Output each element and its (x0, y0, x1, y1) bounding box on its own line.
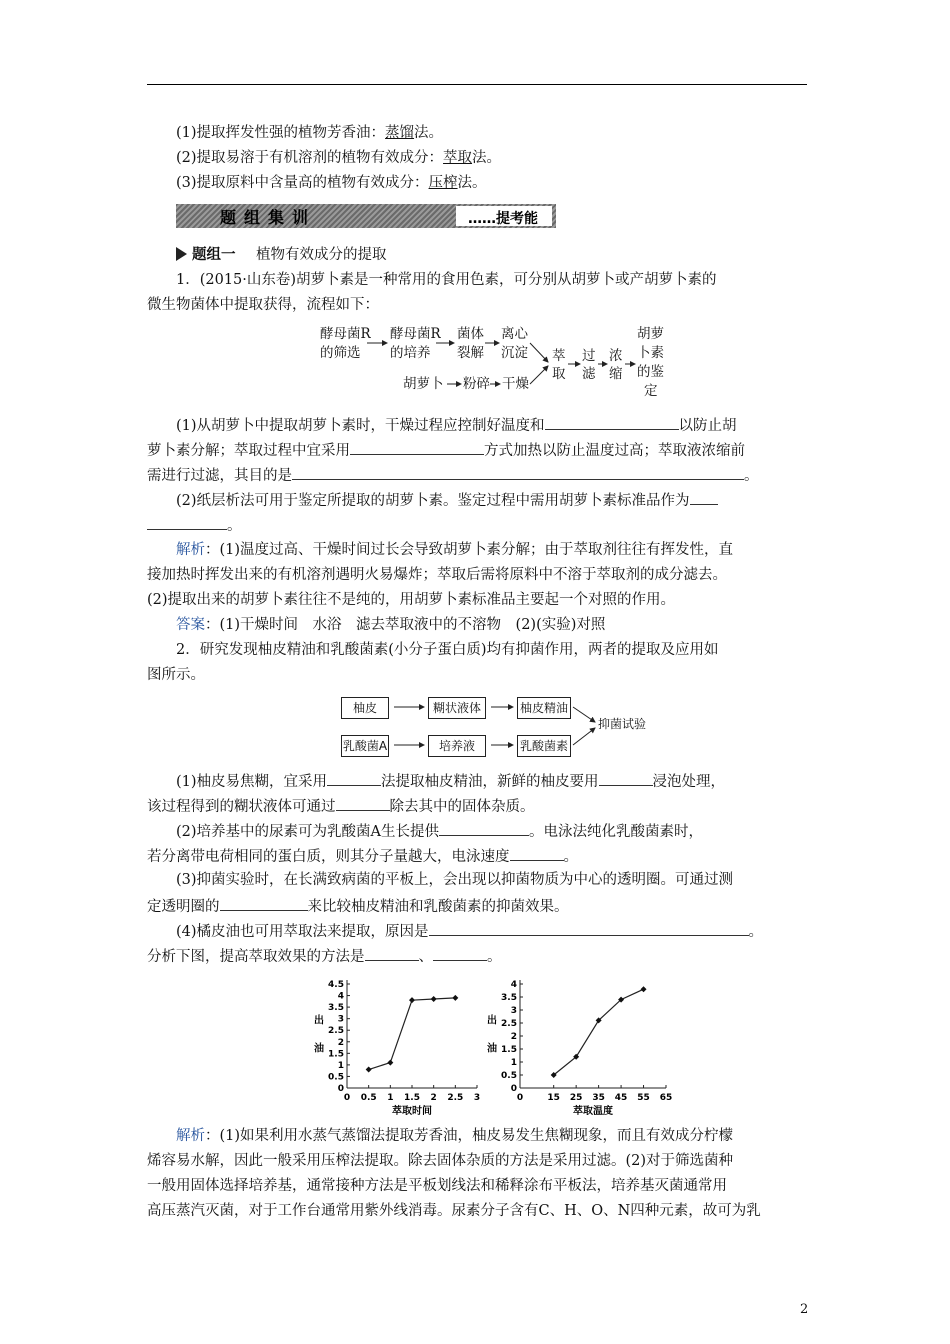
x-tick-label: 2.5 (447, 1093, 464, 1103)
group-title: 植物有效成分的提取 (256, 247, 387, 263)
x-tick-label: 3 (473, 1093, 481, 1103)
series-line (554, 989, 644, 1075)
y-tick-label: 0 (510, 1084, 517, 1094)
answer-blank[interactable] (599, 771, 653, 786)
y-axis-label: 出 (487, 1015, 497, 1027)
flow-node-dry: 干燥 (502, 376, 529, 392)
data-point (641, 986, 647, 992)
group-label: 题组一 (192, 246, 236, 263)
y-tick-label: 3.5 (501, 993, 517, 1003)
answer-blank[interactable] (433, 946, 487, 961)
y-tick-label: 1.5 (501, 1045, 517, 1055)
answer-blank[interactable] (510, 846, 564, 861)
flow-node-filter-2: 滤 (582, 366, 596, 382)
x-tick-label: 45 (614, 1093, 628, 1103)
data-point (387, 1060, 393, 1066)
x-tick-label: 35 (592, 1093, 605, 1103)
answer-blank[interactable] (220, 896, 308, 911)
y-axis-label: 出 (314, 1015, 324, 1027)
q1-answer: 答案：(1)干燥时间 水浴 滤去萃取液中的不溶物 (2)(实验)对照 (176, 617, 606, 633)
x-tick-label: 15 (547, 1093, 560, 1103)
flow-node-extract: 萃 (552, 348, 566, 364)
banner-title: 题组集训 (220, 208, 317, 227)
q2-part3-line-2: 定透明圈的 来比较柚皮精油和乳酸菌素的抑菌效果。 (147, 896, 569, 916)
flow-node-yeast-screen: 酵母菌R (320, 326, 371, 342)
q1-part2-line-2: 。 (147, 515, 242, 535)
flow-node-yeast-culture-2: 的培养 (390, 345, 431, 361)
q1-stem-line-1: 1．(2015·山东卷)胡萝卜素是一种常用的食用色素，可分别从胡萝卜或产胡萝卜素的 (176, 272, 717, 288)
q2-analysis-line-3: 一般用固体选择培养基，通常接种方法是平板划线法和稀释涂布平板法，培养基灭菌通常用 (147, 1178, 727, 1194)
q2-part1-line-2: 该过程得到的糊状液体可通过 除去其中的固体杂质。 (147, 796, 535, 816)
x-tick-label: 1.5 (404, 1093, 420, 1103)
y-tick-label: 3 (337, 1014, 344, 1025)
intro-line-3: (3)提取原料中含量高的植物有效成分：压榨法。 (176, 175, 487, 191)
q2-stem-line-2: 图所示。 (147, 667, 205, 683)
q2-analysis-line-2: 烯容易水解，因此一般采用压榨法提取。除去固体杂质的方法是采用过滤。(2)对于筛选菌种 (147, 1153, 734, 1169)
intro-line-2: (2)提取易溶于有机溶剂的植物有效成分：萃取法。 (176, 150, 502, 166)
q1-part1-line-3: 需进行过滤，其目的是 。 (147, 465, 759, 485)
flow-node-filter: 过 (582, 348, 596, 364)
y-tick-label: 2 (510, 1032, 517, 1042)
x-axis-label: 萃取温度 (573, 1106, 613, 1117)
q1-analysis-line-3: (2)提取出来的胡萝卜素往往不是纯的，用胡萝卜素标准品主要起一个对照的作用。 (147, 592, 676, 608)
flow-node-centrifuge: 离心 (501, 326, 528, 342)
box-antibacterial-test: 抑菌试验 (598, 717, 647, 731)
q2-analysis-line-4: 高压蒸汽灭菌，对于工作台通常用紫外线消毒。尿素分子含有C、H、O、N四种元素，故可为乳 (147, 1203, 761, 1219)
x-tick-label: 0.5 (360, 1093, 377, 1103)
x-tick-label: 1 (387, 1093, 394, 1103)
q2-part3-line-1: (3)抑菌实验时，在长满致病菌的平板上，会出现以抑菌物质为中心的透明圈。可通过测 (176, 872, 734, 888)
box-culture: 培养液 (428, 735, 486, 757)
data-point (366, 1067, 372, 1073)
flow-node-yeast-culture: 酵母菌R (390, 326, 441, 342)
flow-node-identify-3: 的鉴 (637, 364, 664, 380)
answer-blank[interactable] (365, 946, 419, 961)
y-tick-label: 0.5 (328, 1072, 344, 1083)
y-tick-label: 3 (510, 1006, 517, 1016)
q2-stem-line-1: 2．研究发现柚皮精油和乳酸菌素(小分子蛋白质)均有抑菌作用，两者的提取及应用如 (176, 642, 719, 658)
answer-blank[interactable] (327, 771, 381, 786)
flow-node-identify: 胡萝 (637, 326, 664, 342)
y-tick-label: 1 (337, 1060, 344, 1071)
q1-part2-line-1: (2)纸层析法可用于鉴定所提取的胡萝卜素。鉴定过程中需用胡萝卜素标准品作为 (176, 490, 718, 510)
y-tick-label: 1.5 (328, 1049, 344, 1060)
flow-node-concentrate: 浓 (609, 348, 623, 364)
flow-node-centrifuge-2: 沉淀 (501, 345, 528, 361)
q1-analysis-line-1: 解析：(1)温度过高、干燥时间过长会导致胡萝卜素分解；由于萃取剂往往有挥发性，直 (176, 542, 734, 558)
banner-subtitle: ……提考能 (468, 211, 538, 227)
y-tick-label: 2.5 (328, 1026, 344, 1037)
q2-part2-line-1: (2)培养基中的尿素可为乳酸菌A生长提供 。电泳法纯化乳酸菌素时， (176, 821, 703, 841)
answer-blank[interactable] (429, 921, 749, 936)
intro-line-1: (1)提取挥发性强的植物芳香油：蒸馏法。 (176, 125, 444, 141)
y-axis-label: 油 (487, 1043, 497, 1055)
box-pomelo-peel: 柚皮 (341, 697, 389, 719)
x-tick-label: 65 (659, 1093, 673, 1103)
x-tick-label: 2 (430, 1093, 437, 1103)
x-tick-label: 25 (569, 1093, 583, 1103)
answer-blank[interactable] (439, 821, 529, 836)
q1-stem-line-2: 微生物菌体中提取获得，流程如下： (147, 297, 379, 313)
q1-part1-line-2: 萝卜素分解；萃取过程中宜采用 方式加热以防止温度过高；萃取液浓缩前 (147, 440, 745, 460)
y-tick-label: 4 (337, 991, 344, 1002)
x-axis-label: 萃取时间 (392, 1106, 432, 1117)
data-point (409, 997, 415, 1003)
flow-node-lysis-2: 裂解 (457, 345, 484, 361)
flow-node-identify-4: 定 (644, 383, 658, 399)
flow-node-identify-2: 卜素 (637, 345, 664, 361)
y-axis-label: 油 (314, 1043, 324, 1055)
q1-analysis-line-2: 接加热时挥发出来的有机溶剂遇明火易爆炸；萃取后需将原料中不溶于萃取剂的成分滤去。 (147, 567, 727, 583)
y-tick-label: 1 (510, 1058, 517, 1068)
chart-extraction-time (300, 968, 500, 1118)
q2-analysis-line-1: 解析：(1)如果利用水蒸气蒸馏法提取芳香油，柚皮易发生焦糊现象，而且有效成分柠檬 (176, 1128, 734, 1144)
box-nisin: 乳酸菌素 (517, 735, 571, 757)
flow-node-crush: 粉碎 (463, 376, 490, 392)
box-lactobacillus: 乳酸菌A (341, 735, 389, 757)
x-tick-label: 55 (637, 1093, 650, 1103)
y-tick-label: 2.5 (501, 1019, 517, 1029)
flow-node-extract-2: 取 (552, 366, 566, 382)
y-tick-label: 4.5 (328, 980, 344, 990)
x-tick-label: 0 (343, 1093, 351, 1103)
y-tick-label: 2 (337, 1037, 344, 1048)
y-tick-label: 3.5 (328, 1003, 344, 1014)
y-tick-label: 4 (510, 980, 517, 990)
page-number: 2 (800, 1302, 809, 1317)
box-paste-liquid: 糊状液体 (428, 697, 486, 719)
q2-part1-line-1: (1)柚皮易焦糊，宜采用 法提取柚皮精油，新鲜的柚皮要用 浸泡处理， (176, 771, 725, 791)
q2-part4-line-1: (4)橘皮油也可用萃取法来提取，原因是 。 (176, 921, 763, 941)
box-peel-oil: 柚皮精油 (517, 697, 571, 719)
q1-part1-line-1: (1)从胡萝卜中提取胡萝卜素时，干燥过程应控制好温度和 以防止胡 (176, 415, 737, 435)
x-tick-label: 0 (516, 1093, 524, 1103)
y-tick-label: 0 (337, 1084, 344, 1094)
flow-node-yeast-screen-2: 的筛选 (320, 345, 361, 361)
data-point (431, 996, 437, 1002)
data-point (452, 995, 458, 1001)
q2-part4-line-2: 分析下图，提高萃取效果的方法是 、 。 (147, 946, 502, 966)
flow-node-concentrate-2: 缩 (609, 366, 623, 382)
q2-part2-line-2: 若分离带电荷相同的蛋白质，则其分子量越大，电泳速度 。 (147, 846, 578, 866)
flow-node-lysis: 菌体 (457, 326, 484, 342)
chart-extraction-temperature (480, 968, 680, 1118)
flow-node-carrot: 胡萝卜 (403, 376, 444, 392)
series-line (369, 998, 456, 1070)
y-tick-label: 0.5 (501, 1071, 517, 1081)
answer-blank[interactable] (336, 796, 390, 811)
